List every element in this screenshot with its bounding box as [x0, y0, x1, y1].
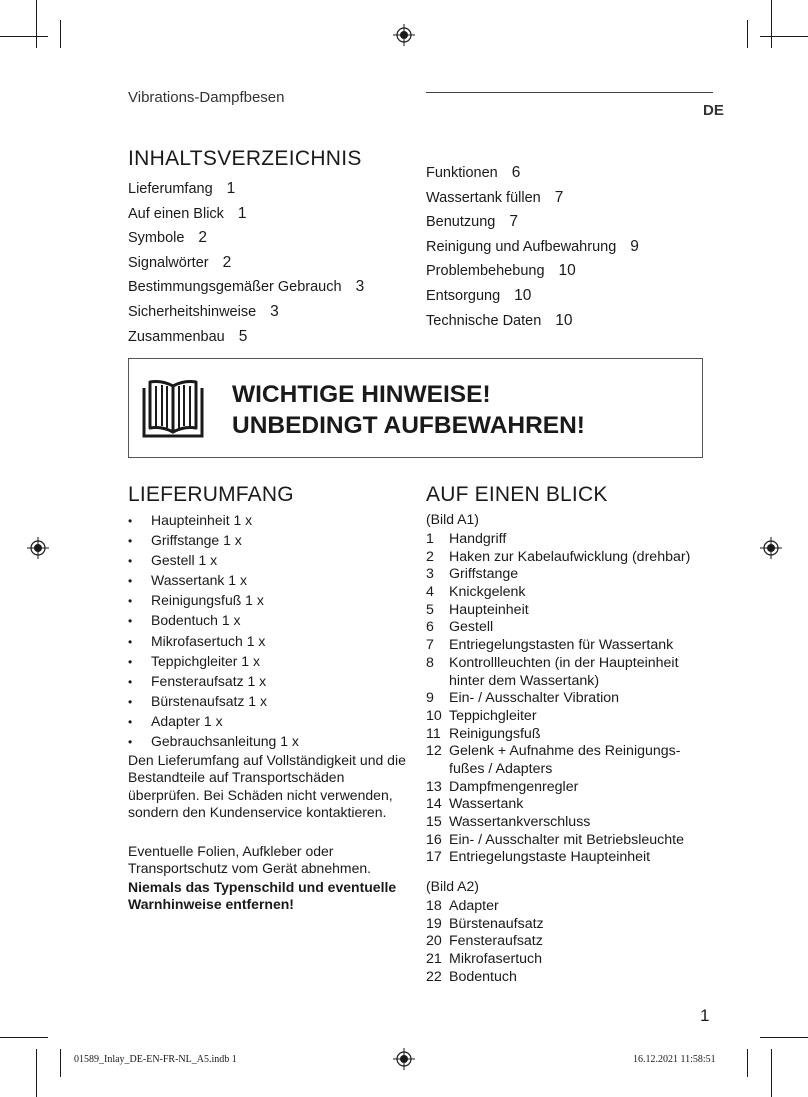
toc-entry-label: Technische Daten [426, 312, 542, 329]
list-item: • Griffstange 1 x [128, 530, 299, 550]
toc-entry-label: Bestimmungsgemäßer Gebrauch [128, 279, 342, 296]
list-item: 18 Adapter [426, 898, 499, 914]
open-book-icon [138, 378, 208, 440]
crop-mark [36, 0, 37, 48]
bullet-icon: • [128, 735, 133, 750]
crop-mark [36, 1049, 37, 1097]
toc-entry[interactable] [128, 251, 364, 276]
toc-entry[interactable] [128, 275, 364, 300]
bullet-icon: • [128, 514, 133, 528]
toc-entry-page: 6 [511, 164, 521, 181]
crop-mark [771, 0, 772, 48]
toc-entry[interactable] [426, 210, 639, 235]
print-slug-date: 16.12.2021 11:58:51 [633, 1054, 716, 1065]
toc-entry-label: Funktionen [426, 165, 498, 181]
section-title-auf-einen-blick: AUF EINEN BLICK [426, 483, 608, 506]
page-number: 1 [700, 1006, 710, 1025]
toc-entry-label: Lieferumfang [128, 181, 213, 197]
toc-entry-label: Signalwörter [128, 254, 209, 271]
figure-reference-a1: (Bild A1) [426, 511, 479, 527]
list-item: 11 Reinigungsfuß [426, 725, 541, 742]
toc-entry-label: Benutzung [426, 214, 496, 231]
important-notice-text [232, 379, 585, 441]
bullet-icon: • [128, 654, 133, 669]
list-item: 7 Entriegelungstasten für Wassertank [426, 637, 674, 654]
crop-mark [747, 1049, 748, 1077]
crop-mark [771, 1049, 772, 1097]
list-item-continuation: hinter dem Wassertank) [449, 672, 600, 689]
toc-entry-page: 7 [509, 213, 518, 231]
toc-left-column [128, 177, 364, 349]
toc-entry-label: Sicherheitshinweise [128, 303, 257, 320]
list-item: 4 Knickgelenk [426, 584, 526, 601]
list-item: 14 Wassertank [426, 796, 524, 813]
list-item: • Gebrauchsanleitung 1 x [128, 731, 299, 751]
bullet-icon: • [128, 634, 133, 649]
remove-foils-paragraph: Eventuelle Folien, Aufkleber oder Transportschutz vom Gerät abnehmen. [128, 843, 372, 877]
toc-entry-label: Reinigung und Aufbewahrung [426, 238, 617, 255]
toc-entry[interactable] [426, 309, 639, 334]
toc-entry-label: Entsorgung [426, 287, 501, 304]
list-item: 15 Wassertankverschluss [426, 814, 591, 830]
toc-entry[interactable] [128, 177, 364, 202]
list-item: 10 Teppichgleiter [426, 707, 537, 724]
bullet-icon: • [128, 714, 133, 729]
toc-right-column [426, 161, 639, 333]
print-slug-file: 01589_Inlay_DE-EN-FR-NL_A5.indb 1 [74, 1054, 237, 1065]
toc-entry-label: Symbole [128, 230, 185, 247]
parts-list-a2 [426, 898, 544, 986]
language-code: DE [703, 102, 724, 119]
list-item: 13 Dampfmengenregler [426, 778, 579, 795]
list-item: 12 Gelenk + Aufnahme des Reinigungs- [426, 743, 681, 760]
list-item: 1 Handgriff [426, 531, 507, 547]
list-item: 9 Ein- / Ausschalter Vibration [426, 690, 620, 707]
figure-reference-a2: (Bild A2) [426, 878, 479, 894]
list-item: 3 Griffstange [426, 566, 519, 583]
list-item: • Haupteinheit 1 x [128, 510, 299, 530]
list-item: • Adapter 1 x [128, 711, 299, 731]
list-item: 16 Ein- / Ausschalter mit Betriebsleuchte [426, 831, 684, 848]
toc-entry-label: Auf einen Blick [128, 205, 224, 222]
list-item: 2 Haken zur Kabelaufwicklung (drehbar) [426, 548, 691, 565]
bullet-icon: • [128, 694, 133, 709]
list-item: 17 Entriegelungstaste Haupteinheit [426, 849, 651, 866]
bullet-icon: • [128, 554, 133, 569]
list-item: 5 Haupteinheit [426, 601, 529, 618]
bullet-icon: • [128, 674, 133, 689]
toc-entry-page: 2 [198, 229, 208, 247]
crop-mark [0, 1037, 48, 1038]
registration-mark-icon [393, 24, 415, 46]
toc-entry-label: Zusammenbau [128, 328, 225, 345]
registration-mark-icon [393, 1048, 415, 1070]
toc-entry-page: 3 [355, 278, 365, 296]
header-divider [426, 92, 713, 93]
list-item: • Wassertank 1 x [128, 570, 299, 590]
list-item: • Teppichgleiter 1 x [128, 651, 299, 671]
toc-entry[interactable] [128, 202, 364, 227]
list-item: 6 Gestell [426, 619, 494, 636]
toc-entry-page: 1 [226, 180, 236, 197]
toc-entry-page: 10 [514, 286, 532, 304]
bullet-icon: • [128, 594, 133, 609]
bullet-icon: • [128, 574, 133, 589]
crop-mark [747, 20, 748, 48]
notice-line-1: WICHTIGE HINWEISE! [232, 381, 491, 408]
crop-mark [760, 1037, 808, 1038]
crop-mark [0, 36, 48, 37]
list-item: 21 Mikrofasertuch [426, 951, 543, 968]
registration-mark-icon [27, 537, 49, 559]
toc-entry[interactable] [128, 300, 364, 325]
toc-entry[interactable] [426, 259, 639, 284]
list-item: • Mikrofasertuch 1 x [128, 631, 299, 651]
toc-entry[interactable] [128, 226, 364, 251]
type-plate-warning: Niemals das Typenschild und eventuelle Warnhinweise entfernen! [128, 879, 397, 913]
list-item: • Fensteraufsatz 1 x [128, 671, 299, 691]
important-notice-box [128, 358, 703, 458]
toc-entry[interactable] [128, 325, 364, 350]
list-item-continuation: fußes / Adapters [449, 760, 553, 777]
toc-entry[interactable] [426, 186, 639, 211]
toc-entry-label: Problembehebung [426, 263, 545, 280]
toc-entry-page: 2 [222, 253, 232, 271]
crop-mark [760, 36, 808, 37]
list-item: • Reinigungsfuß 1 x [128, 590, 299, 610]
list-item: • Bodentuch 1 x [128, 610, 299, 630]
toc-entry-page: 1 [237, 204, 247, 222]
toc-entry-page: 10 [558, 262, 576, 280]
toc-title: INHALTSVERZEICHNIS [128, 147, 362, 170]
delivery-contents-list [128, 510, 299, 751]
notice-line-2: UNBEDINGT AUFBEWAHREN! [232, 412, 585, 439]
toc-entry[interactable] [426, 284, 639, 309]
toc-entry[interactable] [426, 235, 639, 260]
parts-list-a1 [426, 531, 690, 867]
bullet-icon: • [128, 614, 133, 629]
document-header-title: Vibrations-Dampfbesen [128, 89, 285, 106]
list-item: 22 Bodentuch [426, 968, 517, 985]
toc-entry-page: 7 [554, 188, 564, 206]
section-title-lieferumfang: LIEFERUMFANG [128, 483, 294, 506]
crop-mark [60, 1049, 61, 1077]
list-item: 8 Kontrollleuchten (in der Haupteinheit [426, 654, 679, 671]
bullet-icon: • [128, 534, 133, 549]
toc-entry-page: 9 [630, 237, 639, 255]
toc-entry-page: 10 [555, 311, 573, 329]
list-item: • Bürstenaufsatz 1 x [128, 691, 299, 711]
toc-entry[interactable] [426, 161, 639, 186]
crop-mark [60, 20, 61, 48]
list-item: • Gestell 1 x [128, 550, 299, 570]
toc-entry-label: Wassertank füllen [426, 189, 541, 206]
toc-entry-page: 3 [270, 302, 279, 320]
list-item: 20 Fensteraufsatz [426, 933, 543, 950]
completeness-paragraph: Den Lieferumfang auf Vollständigkeit und die Bestandteile auf Transportschäden überprüfen. Bei Schäden nicht verwenden, sondern den Kundenservice kontaktieren. [128, 752, 406, 821]
toc-entry-page: 5 [238, 327, 248, 345]
list-item: 19 Bürstenaufsatz [426, 915, 544, 932]
registration-mark-icon [760, 537, 782, 559]
